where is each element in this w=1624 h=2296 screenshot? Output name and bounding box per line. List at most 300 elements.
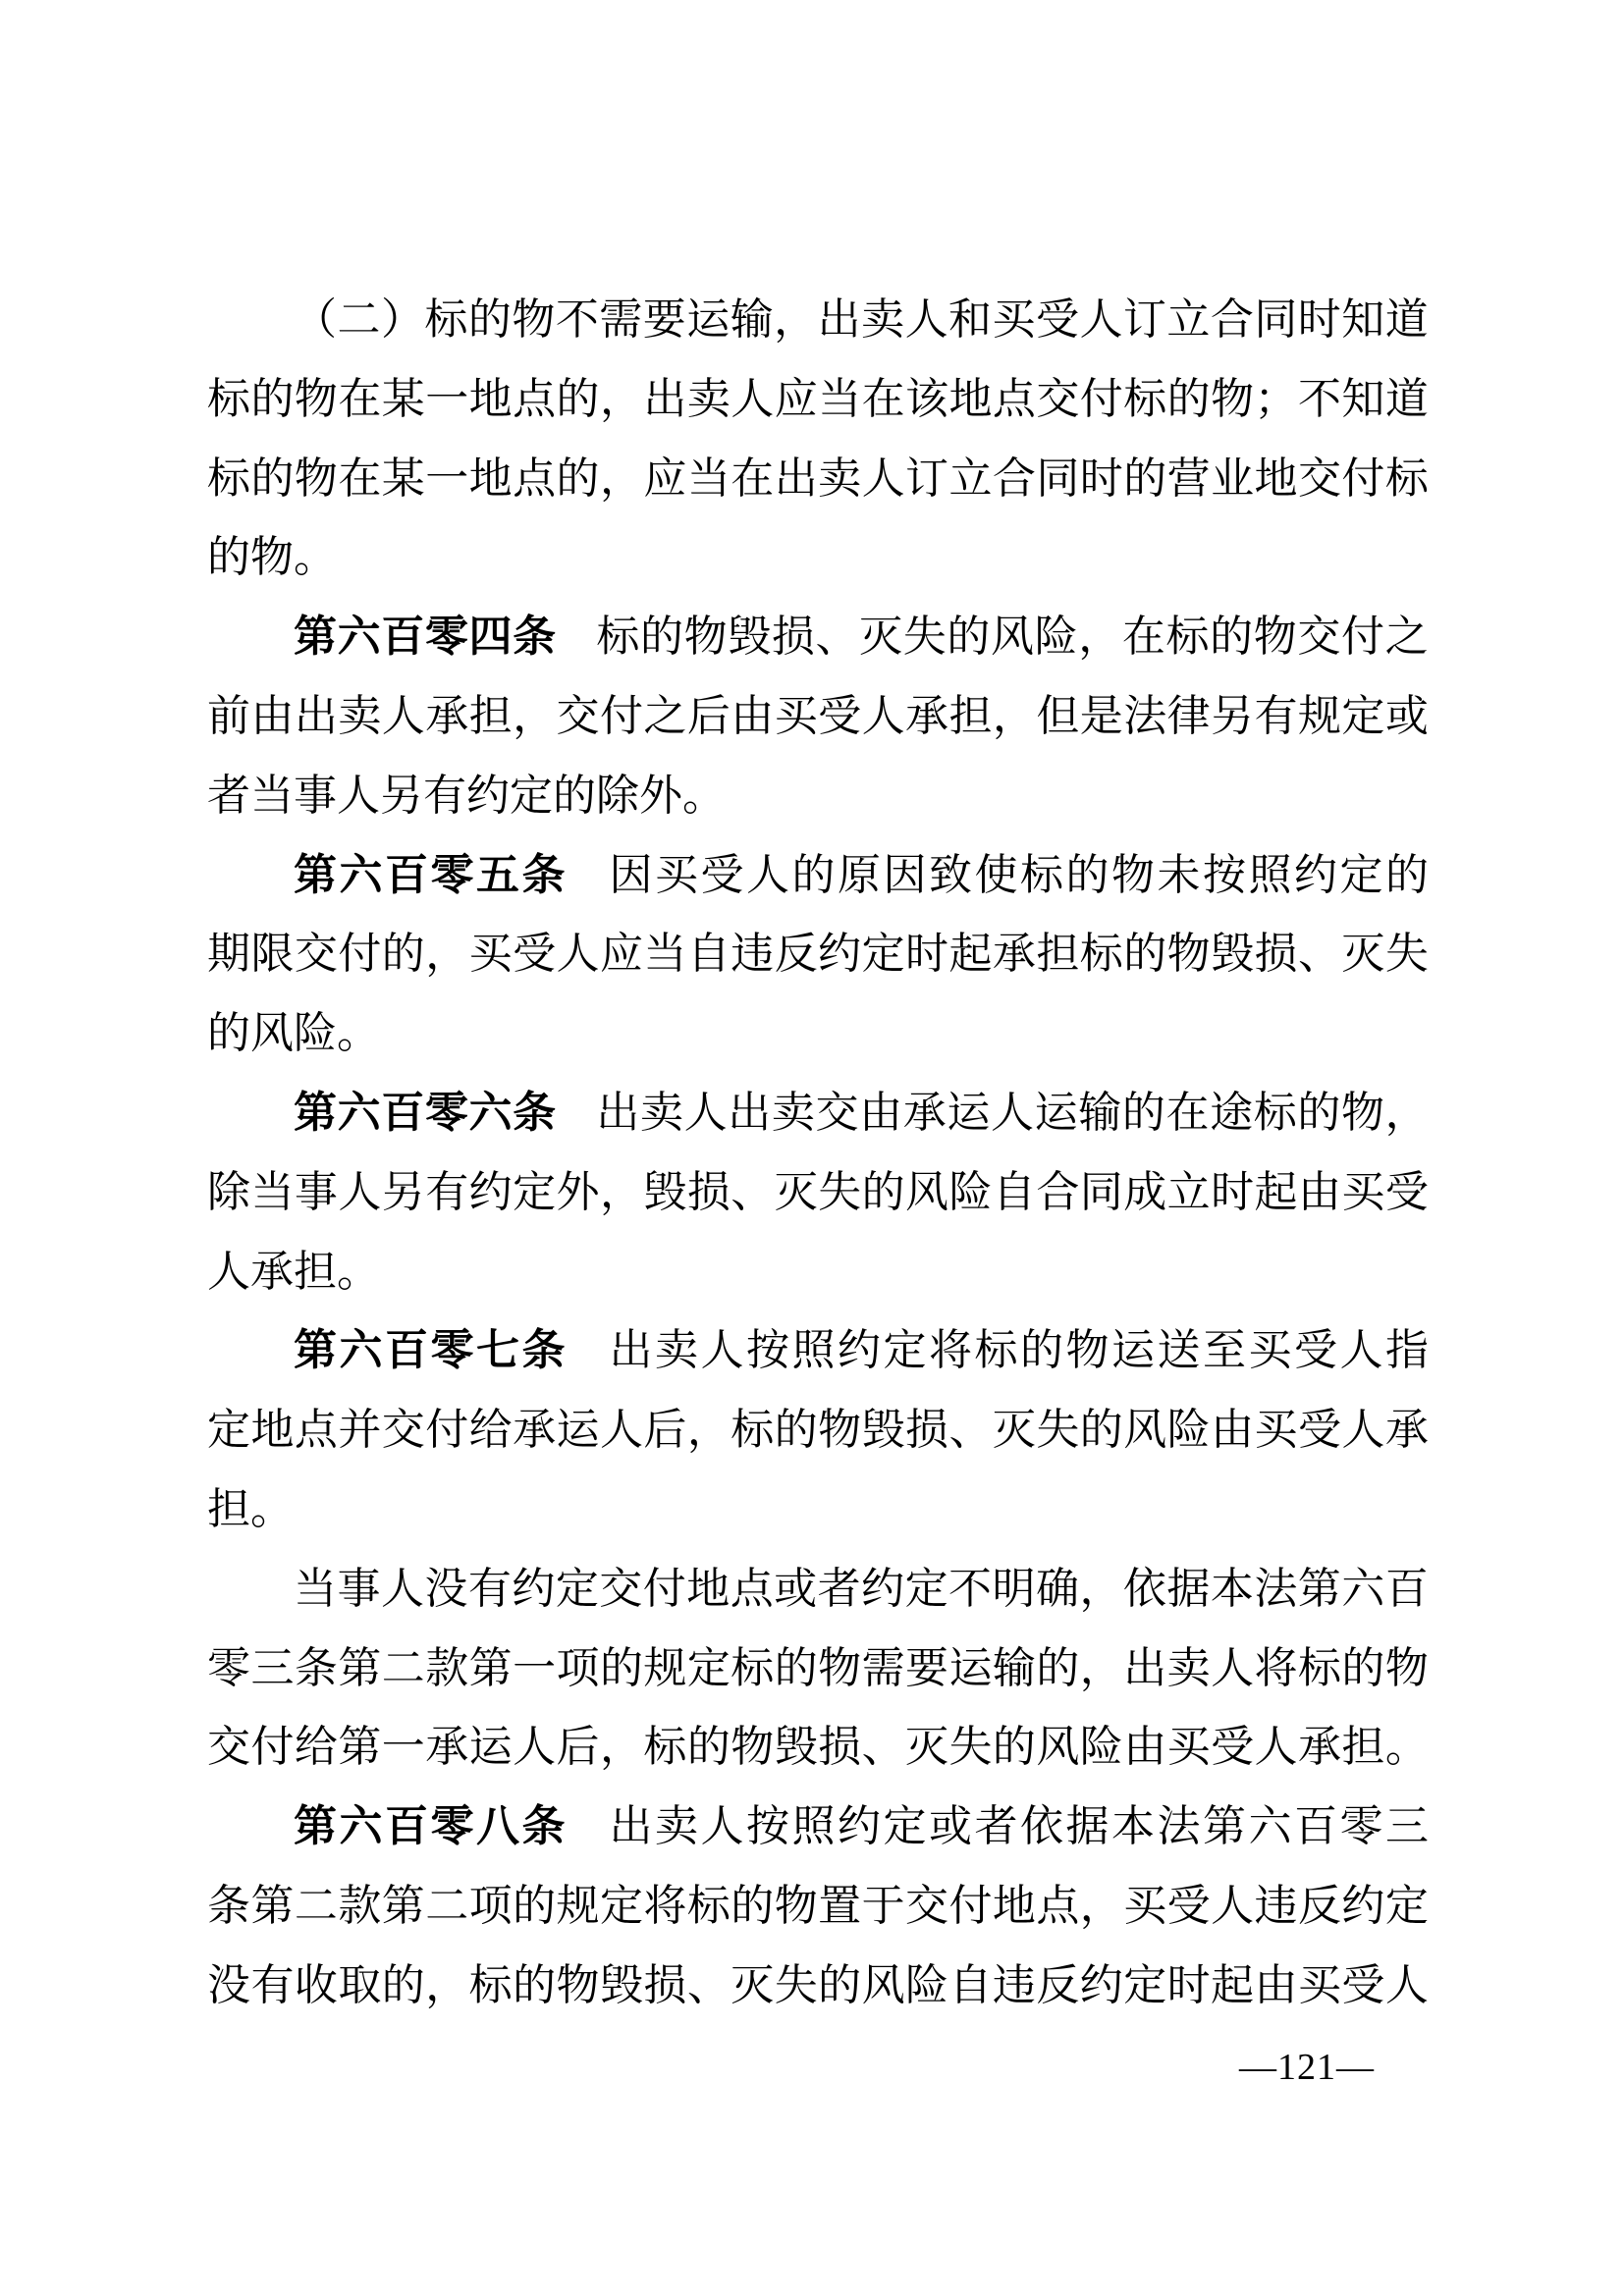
text-char: 规 [556, 1881, 600, 1930]
text-char: 出 [817, 295, 861, 344]
text-char: 约 [838, 1802, 881, 1851]
text-char: 时 [1079, 454, 1123, 503]
text-char: 输 [730, 295, 774, 344]
text-char: 应 [599, 930, 643, 979]
text-char: 有 [467, 1564, 512, 1613]
text-char: 依 [1020, 1802, 1063, 1851]
article-number-char: 百 [385, 1802, 428, 1851]
page-number: —121— [1239, 2047, 1375, 2088]
text-char: 至 [1203, 1326, 1246, 1375]
text-char: 当 [686, 454, 731, 503]
text-char: 付 [948, 1881, 993, 1930]
text-char: 约 [1294, 850, 1337, 899]
text-char: 险 [1166, 1406, 1211, 1455]
text-char: 标 [643, 1723, 687, 1772]
text-char: 灭 [774, 1167, 818, 1216]
text-char: 是 [1079, 691, 1123, 740]
text-char: 标 [731, 1406, 775, 1455]
text-line [207, 677, 1429, 757]
text-char: 承 [1384, 1406, 1429, 1455]
text-char: 付 [642, 1564, 686, 1613]
heading-gap [557, 598, 596, 677]
text-char: 一 [513, 1643, 557, 1692]
text-char: 定 [207, 1406, 250, 1455]
text-char: 需 [861, 1643, 905, 1692]
text-char: 定 [883, 1802, 927, 1851]
article-number-char: 六 [468, 1088, 513, 1137]
article-number-char: 四 [468, 613, 513, 662]
text-char: 约 [861, 1564, 905, 1613]
text-line [207, 1311, 1429, 1391]
text-char: 后 [686, 691, 731, 740]
text-char: 的 [250, 454, 295, 503]
text-char: 受 [1294, 1326, 1337, 1375]
text-char: 的 [1065, 850, 1110, 899]
text-char: 本 [1210, 1564, 1254, 1613]
text-char: 毁 [728, 613, 772, 662]
text-char: 担 [1341, 1723, 1385, 1772]
text-char: 买 [1254, 1406, 1298, 1455]
text-char: 受 [1384, 1167, 1429, 1216]
text-char: 的 [1166, 374, 1211, 423]
text-char: 第 [338, 1643, 382, 1692]
text-char: 百 [1294, 1802, 1337, 1851]
text-char: ， [599, 1167, 643, 1216]
text-char: 后 [643, 1406, 687, 1455]
text-char: ， [992, 691, 1036, 740]
text-char: 人 [556, 930, 600, 979]
text-char: 不 [948, 1564, 993, 1613]
text-char: 标 [468, 1960, 513, 2009]
text-char: 置 [818, 1881, 862, 1930]
text-char: 起 [948, 930, 993, 979]
text-char: 物 [556, 1960, 600, 2009]
text-char: 知 [1341, 295, 1385, 344]
text-char: 付 [1341, 613, 1384, 662]
text-line [207, 1550, 1429, 1629]
text-char: 一 [381, 1723, 425, 1772]
text-char: 或 [1384, 691, 1429, 740]
text-char: 地 [250, 1406, 295, 1455]
text-char: ， [1384, 1088, 1429, 1137]
article-number-char: 第 [294, 1088, 337, 1137]
heading-gap [568, 836, 607, 916]
text-char: 违 [992, 1960, 1036, 2009]
text-char: 按 [746, 1802, 789, 1851]
text-char: 当 [818, 374, 862, 423]
text-char: 反 [1297, 1881, 1341, 1930]
text-char: 项 [468, 1881, 513, 1930]
text-char: 人 [1341, 1406, 1385, 1455]
text-char: 承 [425, 1723, 469, 1772]
text-char: 物 [1166, 930, 1211, 979]
text-line: 者当事人另有约定的除外。 [207, 771, 726, 820]
text-char: ， [513, 691, 557, 740]
text-char: 买 [1248, 1326, 1292, 1375]
text-char: 买 [1123, 1881, 1167, 1930]
text-char: 前 [207, 691, 250, 740]
text-char: 地 [468, 454, 513, 503]
text-char: 的 [947, 613, 991, 662]
text-char: 地 [948, 374, 993, 423]
text-char: 据 [1065, 1802, 1110, 1851]
text-char: 标 [424, 295, 468, 344]
text-char: 标 [974, 1326, 1018, 1375]
text-char: 途 [1210, 1088, 1254, 1137]
text-char: 物 [512, 295, 556, 344]
text-char: 并 [338, 1406, 382, 1455]
text-char: 灭 [859, 613, 903, 662]
text-char: 规 [1297, 691, 1341, 740]
text-char: 第 [1297, 1564, 1341, 1613]
text-char: 当 [643, 930, 687, 979]
text-char: 交 [381, 1406, 425, 1455]
text-char: 的 [774, 1643, 818, 1692]
text-char: 三 [250, 1643, 295, 1692]
text-char: 买 [992, 295, 1036, 344]
text-char: 物 [1211, 374, 1255, 423]
text-char: 风 [1123, 1406, 1167, 1455]
text-char: 人 [904, 295, 948, 344]
text-char: 物 [1253, 613, 1297, 662]
text-char: 买 [774, 691, 818, 740]
text-char: 在 [861, 374, 905, 423]
text-char: 自 [948, 1960, 993, 2009]
text-char: 第 [338, 1723, 382, 1772]
heading-gap [568, 1788, 607, 1867]
article-number-char: 条 [513, 1088, 557, 1137]
text-char: 合 [992, 454, 1036, 503]
text-char: 标 [731, 1643, 775, 1692]
text-char: 由 [250, 691, 295, 740]
text-char: ， [599, 374, 643, 423]
article-number-char: 零 [430, 1802, 474, 1851]
text-char: 某 [381, 454, 425, 503]
text-char: 据 [1166, 1564, 1211, 1613]
text-char: 合 [1036, 1167, 1080, 1216]
text-char: 运 [1034, 1088, 1078, 1137]
text-char: 二 [381, 1643, 425, 1692]
text-char: 本 [1111, 1802, 1155, 1851]
text-char: 人 [513, 1723, 557, 1772]
text-char: 二 [337, 295, 381, 344]
text-char: 由 [1254, 1960, 1298, 2009]
text-char: 风 [905, 1167, 948, 1216]
text-char: 交 [1036, 374, 1080, 423]
text-char: 付 [425, 1406, 469, 1455]
text-char: 卖 [655, 1326, 698, 1375]
text-char: 承 [905, 691, 948, 740]
text-char: 违 [1254, 1881, 1298, 1930]
article-number-char: 百 [381, 1088, 425, 1137]
text-char: 条 [294, 1643, 338, 1692]
text-char: 将 [1254, 1643, 1298, 1692]
text-char: 标 [596, 613, 640, 662]
text-char: 期 [207, 930, 250, 979]
text-char: 灭 [905, 1723, 948, 1772]
text-char: 时 [905, 930, 948, 979]
text-char: 标 [686, 1881, 731, 1930]
text-char: （ [294, 295, 337, 344]
article-number-char: 第 [294, 1802, 337, 1851]
article-number-char: 第 [294, 850, 337, 899]
text-char: 使 [974, 850, 1018, 899]
text-char: 输 [1078, 1088, 1122, 1137]
text-char: 的 [1020, 1326, 1063, 1375]
text-char: 承 [1297, 1723, 1341, 1772]
text-char: 标 [1253, 1088, 1297, 1137]
text-char: 三 [1385, 1802, 1429, 1851]
text-char: 买 [1166, 1723, 1211, 1772]
text-char: 要 [905, 1643, 948, 1692]
text-char: 承 [902, 1088, 947, 1137]
text-char: 的 [1385, 850, 1429, 899]
text-char: 立 [1166, 1167, 1211, 1216]
text-char: 取 [338, 1960, 382, 2009]
text-char: 定 [904, 1564, 948, 1613]
text-char: 订 [905, 454, 948, 503]
text-char: 定 [1339, 850, 1383, 899]
text-char: 交 [1297, 454, 1341, 503]
text-char: 交 [599, 1564, 643, 1613]
text-char: 或 [774, 1564, 818, 1613]
text-char: 物 [683, 613, 728, 662]
text-char: 明 [992, 1564, 1036, 1613]
text-char: ， [1079, 1643, 1123, 1692]
text-char: 知 [1341, 374, 1385, 423]
text-char: 之 [1384, 613, 1429, 662]
text-char: 卖 [686, 374, 731, 423]
text-char: 地 [686, 1564, 731, 1613]
text-char: 地 [468, 374, 513, 423]
text-char: 但 [1036, 691, 1080, 740]
article-number-char: 第 [294, 613, 337, 662]
text-char: 将 [929, 1326, 972, 1375]
text-char: 受 [1166, 1881, 1211, 1930]
text-char: 定 [1341, 691, 1385, 740]
text-char: 物 [1341, 1088, 1384, 1137]
text-char: 受 [700, 850, 744, 899]
text-line [207, 1947, 1429, 2026]
text-char: 失 [1036, 1406, 1080, 1455]
text-char: 毁 [599, 1960, 643, 2009]
text-char: 买 [1297, 1960, 1341, 2009]
text-char: 的 [1210, 613, 1254, 662]
text-char: 付 [338, 930, 382, 979]
text-char: 险 [1079, 1723, 1123, 1772]
text-char: 的 [1123, 454, 1167, 503]
article-number-char: 百 [381, 613, 425, 662]
text-char: 人 [1254, 1723, 1298, 1772]
text-char: 反 [1036, 1960, 1080, 2009]
text-char: 反 [774, 930, 818, 979]
text-char: 条 [207, 1881, 250, 1930]
text-line [207, 598, 1429, 677]
article-number-char: 六 [337, 613, 381, 662]
text-char: 起 [1211, 1960, 1255, 2009]
text-char: 。 [1384, 1723, 1429, 1772]
text-char: 运 [1111, 1326, 1155, 1375]
text-char: 由 [859, 1088, 903, 1137]
text-char: 的 [992, 1723, 1036, 1772]
text-char: 交 [905, 1881, 948, 1930]
text-char: 和 [948, 295, 993, 344]
text-char: ） [380, 295, 424, 344]
text-char: 出 [609, 1326, 653, 1375]
article-number-char: 六 [339, 1326, 383, 1375]
article-number-char: 百 [385, 850, 428, 899]
text-char: 灭 [1341, 930, 1385, 979]
text-char: 订 [1122, 295, 1166, 344]
text-char: 人 [1211, 1643, 1255, 1692]
text-char: 卖 [861, 295, 905, 344]
text-char: ， [1078, 613, 1122, 662]
text-char: 的 [791, 850, 836, 899]
text-char: 约 [838, 1326, 881, 1375]
heading-gap [557, 1074, 596, 1153]
text-char: 毁 [643, 1167, 687, 1216]
text-char: 交 [207, 1723, 250, 1772]
text-char: 买 [1341, 1167, 1385, 1216]
text-char: 人 [700, 1802, 744, 1851]
text-char: 、 [948, 1406, 993, 1455]
text-char: 定 [883, 1326, 927, 1375]
text-char: 、 [731, 1167, 775, 1216]
text-char: 照 [1248, 850, 1292, 899]
text-char: 人 [861, 691, 905, 740]
text-char: 运 [468, 1723, 513, 1772]
text-char: 灭 [731, 1960, 775, 2009]
article-number-char: 零 [424, 613, 468, 662]
text-char: 受 [818, 691, 862, 740]
text-char: 受 [513, 930, 557, 979]
text-char: 确 [1035, 1564, 1079, 1613]
text-char: 定 [555, 1564, 599, 1613]
text-char: 者 [974, 1802, 1018, 1851]
text-char: 点 [992, 374, 1036, 423]
text-char: 不 [555, 295, 599, 344]
text-char: 风 [991, 613, 1034, 662]
text-char: 标 [1123, 374, 1167, 423]
text-char: 由 [1123, 1723, 1167, 1772]
text-char: 应 [774, 374, 818, 423]
text-char: 失 [902, 613, 947, 662]
text-char: 地 [1254, 454, 1298, 503]
text-char: 依 [1122, 1564, 1166, 1613]
text-char: 标 [1297, 1643, 1341, 1692]
text-char: 物 [731, 1723, 775, 1772]
text-char: 标 [207, 374, 250, 423]
text-char: 有 [1254, 691, 1298, 740]
text-line: 的风险。 [207, 1009, 380, 1058]
text-line [207, 1391, 1429, 1470]
text-char: 零 [207, 1643, 250, 1692]
text-char: 交 [1297, 613, 1341, 662]
text-char: 违 [731, 930, 775, 979]
text-line [207, 1153, 1429, 1233]
text-char: 按 [746, 1326, 789, 1375]
text-char: 卖 [818, 454, 862, 503]
text-char: 在 [1121, 613, 1165, 662]
text-char: 交 [815, 1088, 859, 1137]
text-char: 指 [1385, 1326, 1429, 1375]
text-char: 毁 [861, 1406, 905, 1455]
text-line [207, 440, 1429, 519]
text-char: 于 [861, 1881, 905, 1930]
text-line [207, 1629, 1429, 1709]
text-char: 的 [556, 454, 600, 503]
article-number-char: 零 [430, 850, 474, 899]
text-char: 承 [513, 1406, 557, 1455]
text-char: 的 [381, 1960, 425, 2009]
text-char: 约 [512, 1564, 556, 1613]
text-char: 某 [381, 374, 425, 423]
text-char: 没 [207, 1960, 250, 2009]
text-char: 者 [817, 1564, 861, 1613]
text-char: 标 [207, 454, 250, 503]
text-char: 点 [730, 1564, 774, 1613]
text-char: 当 [294, 1564, 337, 1613]
text-char: 限 [250, 930, 295, 979]
text-char: 受 [1035, 295, 1079, 344]
text-char: 起 [1254, 1167, 1298, 1216]
article-number-char: 六 [337, 1088, 381, 1137]
article-number-char: 八 [476, 1802, 519, 1851]
text-char: 法 [1123, 691, 1167, 740]
text-char: 款 [425, 1643, 469, 1692]
text-char: 风 [1036, 1723, 1080, 1772]
article-number-char: 零 [424, 1088, 468, 1137]
text-char: 输 [992, 1643, 1036, 1692]
text-char: 买 [655, 850, 698, 899]
text-char: 交 [556, 691, 600, 740]
text-char: 二 [294, 1881, 338, 1930]
text-char: 定 [599, 1881, 643, 1930]
text-char: 地 [992, 1881, 1036, 1930]
text-char: 出 [728, 1088, 772, 1137]
text-char: 由 [1211, 1406, 1255, 1455]
text-char: 、 [815, 613, 859, 662]
text-char: 由 [1297, 1167, 1341, 1216]
text-char: ， [774, 295, 818, 344]
text-char: 由 [731, 691, 775, 740]
text-char: 毁 [1211, 930, 1255, 979]
text-char: 承 [425, 691, 469, 740]
text-char: 该 [905, 374, 948, 423]
text-char: 出 [294, 691, 338, 740]
text-char: 失 [774, 1960, 818, 2009]
text-char: 出 [609, 1802, 653, 1851]
text-char: 的 [640, 613, 683, 662]
text-char: 道 [1384, 295, 1429, 344]
text-char: 点 [513, 374, 557, 423]
text-char: 零 [1339, 1802, 1383, 1851]
text-char: 道 [1384, 374, 1429, 423]
text-char: 第 [1203, 1802, 1246, 1851]
text-char: 灭 [992, 1406, 1036, 1455]
text-char: 有 [425, 1167, 469, 1216]
text-char: 的 [513, 1881, 557, 1930]
text-char: 的 [250, 374, 295, 423]
text-char: 因 [883, 850, 927, 899]
article-number-char: 七 [476, 1326, 519, 1375]
text-char: 人 [1384, 1960, 1429, 2009]
text-char: 另 [1211, 691, 1255, 740]
text-char: 业 [1211, 454, 1255, 503]
text-char: 约 [468, 1167, 513, 1216]
text-char: 法 [1157, 1802, 1201, 1851]
document-body [207, 281, 1429, 2026]
